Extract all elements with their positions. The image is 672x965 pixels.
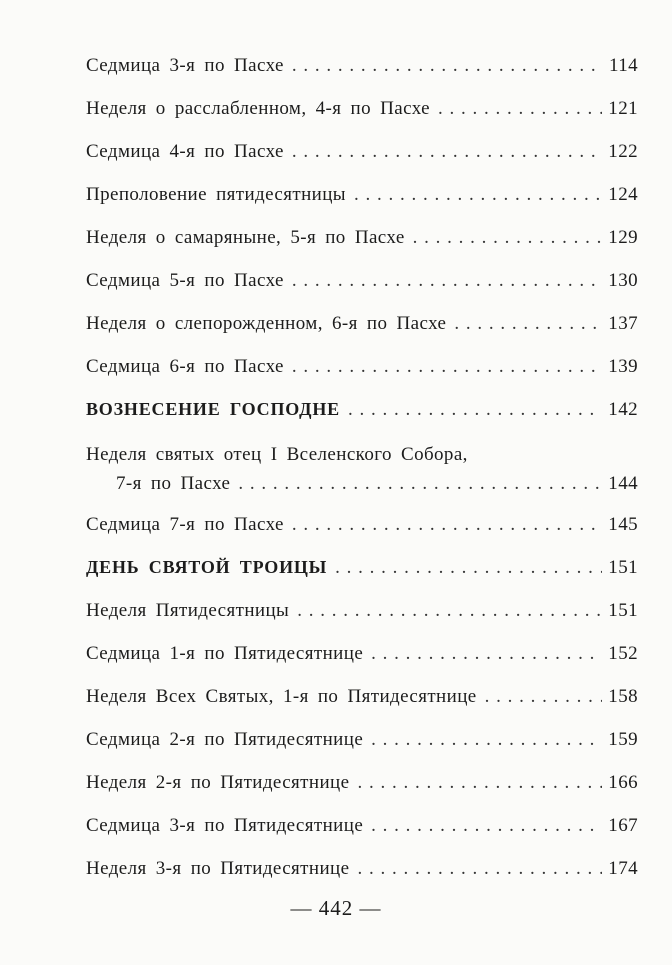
toc-entry-title: Седмица 3-я по Пасхе — [86, 55, 284, 76]
toc-entry-page: 152 — [608, 643, 638, 664]
toc-entry — [86, 815, 638, 845]
dot-leader — [438, 98, 602, 120]
toc-entry — [86, 55, 638, 85]
dot-leader — [357, 772, 602, 794]
toc-entry — [86, 227, 638, 257]
toc-entry-page: 122 — [608, 141, 638, 162]
toc-entry-page: 151 — [608, 600, 638, 621]
toc-entry — [86, 98, 638, 128]
toc-entry-page: 159 — [608, 729, 638, 750]
toc-entry-title: Седмица 5-я по Пасхе — [86, 270, 284, 291]
toc-entry-title: Неделя Пятидесятницы — [86, 600, 290, 621]
toc-heading-title: ДЕНЬ СВЯТОЙ ТРОИЦЫ — [86, 557, 328, 577]
dot-leader — [292, 356, 602, 378]
dot-leader — [292, 514, 602, 536]
toc-entry — [86, 686, 638, 716]
toc-entry-title: Преполовение пятидесятницы — [86, 184, 346, 205]
toc-entry-title-line1: Неделя святых отец I Вселенского Собора, — [86, 444, 468, 465]
toc-entry-title: Седмица 7-я по Пасхе — [86, 514, 284, 535]
toc-entry-title: Неделя 2-я по Пятидесятнице — [86, 772, 350, 793]
dot-leader — [348, 399, 602, 421]
toc-entry-title: Седмица 3-я по Пятидесятнице — [86, 815, 364, 836]
toc-section-heading — [86, 399, 638, 429]
toc-entry-page: 129 — [608, 227, 638, 248]
toc-entry-page: 124 — [608, 184, 638, 205]
toc-section-heading — [86, 557, 638, 587]
toc-heading-title: ВОЗНЕСЕНИЕ ГОСПОДНЕ — [86, 399, 340, 419]
toc-entry-page: 145 — [608, 514, 638, 535]
dot-leader — [371, 643, 602, 665]
toc-entry — [86, 184, 638, 214]
toc-entry-page: 137 — [608, 313, 638, 334]
toc-entry — [86, 313, 638, 343]
dot-leader — [238, 473, 602, 495]
toc-entry-title-continuation: 7-я по Пасхе — [116, 473, 231, 494]
dot-leader — [292, 141, 602, 163]
toc-entry — [86, 270, 638, 300]
toc-entry-page: 142 — [608, 399, 638, 420]
dot-leader — [292, 270, 602, 292]
toc-entry-page: 174 — [608, 858, 638, 879]
toc-entry-title: Седмица 4-я по Пасхе — [86, 141, 284, 162]
toc-entry-title: Седмица 2-я по Пятидесятнице — [86, 729, 364, 750]
toc-entry-title: Седмица 6-я по Пасхе — [86, 356, 284, 377]
dot-leader — [297, 600, 602, 622]
dot-leader — [371, 815, 602, 837]
dot-leader — [371, 729, 602, 751]
toc-entry-page: 121 — [608, 98, 638, 119]
toc-entry — [86, 600, 638, 630]
toc-entry — [86, 729, 638, 759]
toc-entry-title: Неделя о самаряныне, 5-я по Пасхе — [86, 227, 405, 248]
toc-entry-title: Неделя о расслабленном, 4-я по Пасхе — [86, 98, 430, 119]
page-number: — 442 — — [290, 896, 382, 920]
toc-entry — [116, 473, 638, 503]
toc-entry-title: Седмица 1-я по Пятидесятнице — [86, 643, 364, 664]
dot-leader — [413, 227, 602, 249]
toc-entry-page: 139 — [608, 356, 638, 377]
toc-entry-page: 166 — [608, 772, 638, 793]
dot-leader — [357, 858, 602, 880]
dot-leader — [335, 557, 602, 579]
toc-entry — [86, 141, 638, 171]
toc-entry — [86, 514, 638, 544]
toc-entry-title: Неделя 3-я по Пятидесятнице — [86, 858, 350, 879]
dot-leader — [454, 313, 602, 335]
dot-leader — [485, 686, 602, 708]
toc-entry — [86, 643, 638, 673]
toc-entry-title: Неделя Всех Святых, 1-я по Пятидесятнице — [86, 686, 477, 707]
toc-entry-page: 158 — [608, 686, 638, 707]
dot-leader — [292, 55, 602, 77]
toc-entry-page: 114 — [609, 55, 638, 76]
toc-entry-page: 151 — [608, 557, 638, 578]
toc-entry-page: 167 — [608, 815, 638, 836]
dot-leader — [354, 184, 602, 206]
toc-entry-page: 130 — [608, 270, 638, 291]
toc-entry — [86, 356, 638, 386]
toc-entry-title: Неделя о слепорожденном, 6-я по Пасхе — [86, 313, 447, 334]
toc-entry-page: 144 — [608, 473, 638, 494]
toc-entry — [86, 772, 638, 802]
toc-entry — [86, 858, 638, 888]
